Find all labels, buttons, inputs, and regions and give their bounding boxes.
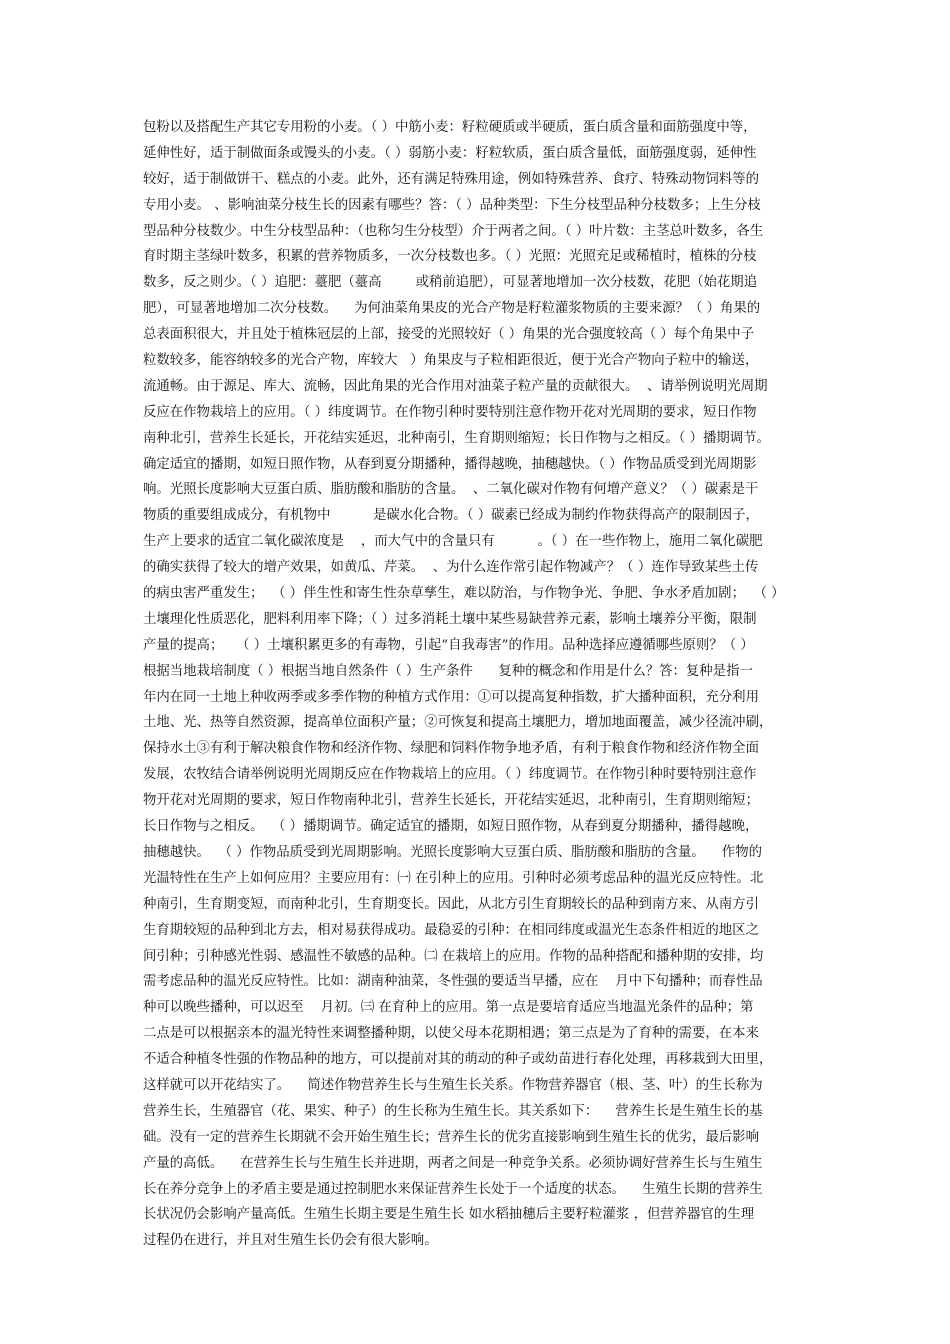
text-line: 肥），可显著地增加二次分枝数。 为何油菜角果皮的光合产物是籽粒灌浆物质的主要来源？（ ）角果的	[143, 301, 761, 317]
text-line: 土壤理化性质恶化，肥料利用率下降；（ ）过多消耗土壤中某些易缺营养元素，影响土壤养分平衡，限制	[143, 611, 757, 627]
text-line: 总表面积很大，并且处于植株冠层的上部，接受的光照较好（ ）角果的光合强度较高（ ）每个角果中子	[143, 327, 755, 343]
text-line: 育时期主茎绿叶数多，积累的营养物质多，一次分枝数也多。（ ）光照：光照充足或稀植时，植株的分枝	[143, 249, 757, 265]
text-line: 年内在同一土地上种收两季或多季作物的种植方式作用：①可以提高复种指数，扩大播种面积，充分利用	[143, 689, 759, 705]
text-line: 流通畅。由于源足、库大、流畅，因此角果的光合作用对油菜子粒产量的贡献很大。 、请举例说明光周期	[143, 378, 768, 394]
text-line: 营养生长，生殖器官（花、果实、种子）的生长称为生殖生长。其关系如下： 营养生长是生殖生长的基	[143, 1103, 763, 1119]
text-line: 确定适宜的播期，如短日照作物，从春到夏分期播种，播得越晚，抽穗越快。（ ）作物品质受到光周期影	[143, 456, 757, 472]
text-line: 产量的高低。 在营养生长与生殖生长并进期，两者之间是一种竞争关系。必须协调好营养生长与生殖生	[143, 1155, 763, 1171]
text-line: 物开花对光周期的要求，短日作物南种北引，营养生长延长，开花结实延迟，北种南引，生育期则缩短；	[143, 793, 759, 809]
text-line: 反应在作物栽培上的应用。（ ）纬度调节。在作物引种时要特别注意作物开花对光周期的要求，短日作物	[143, 404, 757, 420]
text-line: 二点是可以根据亲本的温光特性来调整播种期，以使父母本花期相遇；第三点是为了育种的需要，在本来	[143, 1026, 759, 1042]
text-line: 的病虫害严重发生； （ ）伴生性和寄生性杂草孳生，难以防治，与作物争光、争肥、争水矛盾加剧； （ ）	[143, 586, 785, 602]
text-line: 光温特性在生产上如何应用？主要应用有：㈠ 在引种上的应用。引种时必须考虑品种的温光反应特性。北	[143, 870, 764, 886]
text-line: 专用小麦。 、影响油菜分枝生长的因素有哪些？答：（ ）品种类型：下生分枝型品种分枝数多；上生分枝	[143, 197, 761, 213]
text-line: 长日作物与之相反。 （ ）播期调节。确定适宜的播期，如短日照作物，从春到夏分期播种，播得越晚，	[143, 819, 759, 835]
text-line: 包粉以及搭配生产其它专用粉的小麦。（ ）中筋小麦：籽粒硬质或半硬质，蛋白质含量和面筋强度中等，	[143, 120, 757, 135]
text-line: 土地、光、热等自然资源，提高单位面积产量；②可恢复和提高土壤肥力，增加地面覆盖，减少径流冲刷，	[143, 715, 773, 731]
text-line: 保持水土③有利于解决粮食作物和经济作物、绿肥和饲料作物争地矛盾，有利于粮食作物和经济作物全面	[143, 741, 759, 757]
text-line: 长在养分竞争上的矛盾主要是通过控制肥水来保证营养生长处于一个适度的状态。 生殖生长期的营养生	[143, 1181, 763, 1197]
text-line: 较好，适于制做饼干、糕点的小麦。此外，还有满足特殊用途，例如特殊营养、食疗、特殊动物饲料等的	[143, 171, 759, 187]
text-line: 粒数较多，能容纳较多的光合产物，库较大 ）角果皮与子粒相距很近，便于光合产物向子粒中的输送，	[143, 353, 759, 369]
text-line: 南种北引，营养生长延长，开花结实延迟，北种南引，生育期则缩短；长日作物与之相反。（ ）播期调节。	[143, 430, 770, 446]
text-line: 需考虑品种的温光反应特性。比如：湖南种油菜，冬性强的要适当早播，应在 月中下旬播种；而春性品	[143, 974, 763, 990]
text-line: 型品种分枝数少。中生分枝型品种：（也称匀生分枝型）介于两者之间。（ ）叶片数：主茎总叶数多，各生	[143, 223, 764, 239]
text-line: 长状况仍会影响产量高低。生殖生长期主要是生殖生长 如水稻抽穗后主要籽粒灌浆 ，但营养器官的生理	[143, 1207, 755, 1223]
text-line: 这样就可以开花结实了。 简述作物营养生长与生殖生长关系。作物营养器官（根、茎、叶）的生长称为	[143, 1077, 763, 1093]
text-line: 过程仍在进行，并且对生殖生长仍会有很大影响。	[143, 1233, 438, 1249]
text-line: 产量的提高； （ ）土壤积累更多的有毒物，引起“自我毒害”的作用。品种选择应遵循哪些原则？（ ）	[143, 637, 754, 653]
text-line: 延伸性好，适于制做面条或馒头的小麦。（ ）弱筋小麦：籽粒软质，蛋白质含量低，面筋强度弱，延伸性	[143, 145, 757, 161]
text-line: 物质的重要组成成分，有机物中 是碳水化合物。（ ）碳素已经成为制约作物获得高产的限制因子，	[143, 508, 759, 524]
text-line: 种可以晚些播种，可以迟至 月初。㈢ 在育种上的应用。第一点是要培育适应当地温光条件的品种；第	[143, 1000, 754, 1016]
text-line: 发展，农牧结合请举例说明光周期反应在作物栽培上的应用。（ ）纬度调节。在作物引种时要特别注意作	[143, 767, 757, 783]
text-line: 响。光照长度影响大豆蛋白质、脂肪酸和脂肪的含量。 、二氧化碳对作物有何增产意义？（ ）碳素是干	[143, 482, 759, 498]
body-text	[143, 115, 808, 1254]
text-line: 数多，反之则少。（ ）追肥：薹肥（薹高 或稍前追肥），可显著地增加一次分枝数，花肥（始花期追	[143, 275, 758, 291]
text-line: 的确实获得了较大的增产效果，如黄瓜、芹菜。 、为什么连作常引起作物减产？（ ）连作导致某些土传	[143, 560, 759, 576]
text-line: 种南引，生育期变短，而南种北引，生育期变长。因此，从北方引生育期较长的品种到南方来、从南方引	[143, 896, 759, 912]
text-line: 根据当地栽培制度（ ）根据当地自然条件（ ）生产条件 复种的概念和作用是什么？答：复种是指一	[143, 663, 753, 679]
text-line: 生产上要求的适宜二氧化碳浓度是 ，而大气中的含量只有 。（ ）在一些作物上，施用二氧化碳肥	[143, 534, 763, 550]
text-line: 生育期较短的品种到北方去，相对易获得成功。最稳妥的引种：在相同纬度或温光生态条件相近的地区之	[143, 922, 759, 938]
text-line: 础。没有一定的营养生长期就不会开始生殖生长；营养生长的优劣直接影响到生殖生长的优劣，最后影响	[143, 1129, 759, 1145]
text-line: 间引种；引种感光性弱、感温性不敏感的品种。㈡ 在栽培上的应用。作物的品种搭配和播种期的安排，均	[143, 948, 764, 964]
text-line: 不适合种植冬性强的作物品种的地方，可以提前对其的萌动的种子或幼苗进行春化处理，再移栽到大田里，	[143, 1052, 773, 1068]
text-line: 抽穗越快。 （ ）作物品质受到光周期影响。光照长度影响大豆蛋白质、脂肪酸和脂肪的含量。 作物的	[143, 844, 762, 860]
